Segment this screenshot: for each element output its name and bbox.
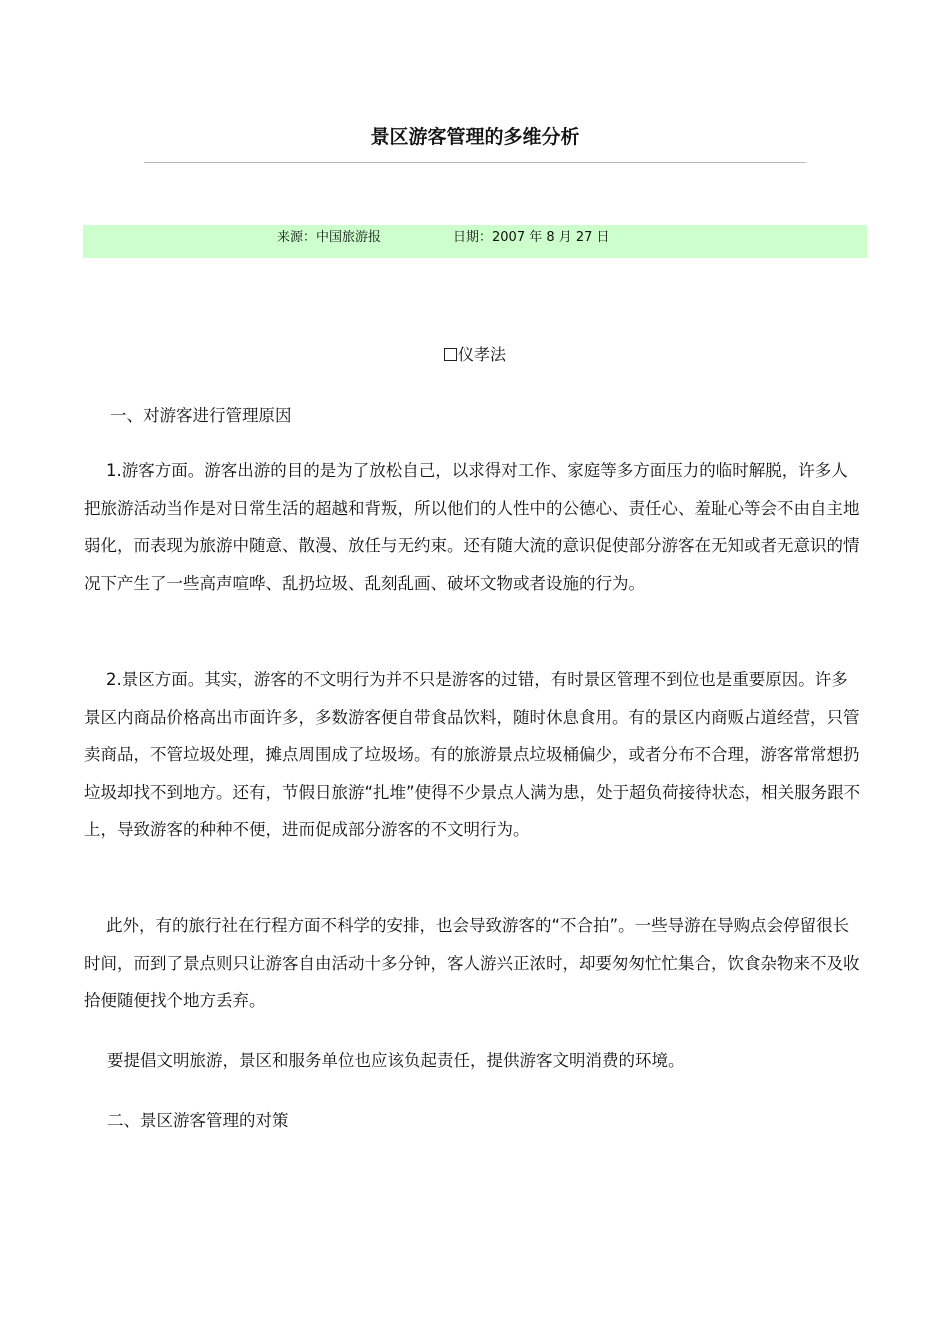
author-name: 仪孝法 (457, 345, 506, 364)
paragraph-1: 1.游客方面。游客出游的目的是为了放松自己，以求得对工作、家庭等多方面压力的临时解脱，许多人把旅游活动当作是对日常生活的超越和背叛，所以他们的人性中的公德心、责任心、羞耻心等会不由自主地弱化，而表现为旅游中随意、散漫、放任与无约束。还有随大流的意识促使部分游客在无知或者无意识的情况下产生了一些高声喧哗、乱扔垃圾、乱刻乱画、破坏文物或者设施的行为。 (84, 461, 860, 593)
section-heading-2: 二、景区游客管理的对策 (107, 1111, 289, 1130)
paragraph-2: 2.景区方面。其实，游客的不文明行为并不只是游客的过错，有时景区管理不到位也是重要原因。许多景区内商品价格高出市面许多，多数游客便自带食品饮料，随时休息食用。有的景区内商贩占道经营，只管卖商品，不管垃圾处理，摊点周围成了垃圾场。有的旅游景点垃圾桶偏少，或者分布不合理，游客常常想扔垃圾却找不到地方。还有，节假日旅游“扎堆”使得不少景点人满为患，处于超负荷接待状态，相关服务跟不上，导致游客的种种不便，进而促成部分游客的不文明行为。 (84, 670, 861, 839)
paragraph-4: 要提倡文明旅游，景区和服务单位也应该负起责任，提供游客文明消费的环境。 (107, 1051, 685, 1070)
section-heading-1: 一、对游客进行管理原因 (110, 406, 292, 425)
article-author (0, 343, 950, 367)
paragraph-3: 此外，有的旅行社在行程方面不科学的安排，也会导致游客的“不合拍”。一些导游在导购点会停留很长时间，而到了景点则只让游客自由活动十多分钟，客人游兴正浓时，却要匆匆忙忙集合，饮食杂物来不及收拾便随便找个地方丢弃。 (84, 916, 860, 1010)
article-title: 景区游客管理的多维分析 (370, 126, 580, 148)
title-divider (144, 162, 806, 163)
article-meta-bar (83, 225, 867, 258)
article-date: 日期：2007 年 8 月 27 日 (453, 230, 610, 245)
article-source: 来源：中国旅游报 (277, 230, 382, 245)
checkbox-icon (444, 348, 457, 361)
